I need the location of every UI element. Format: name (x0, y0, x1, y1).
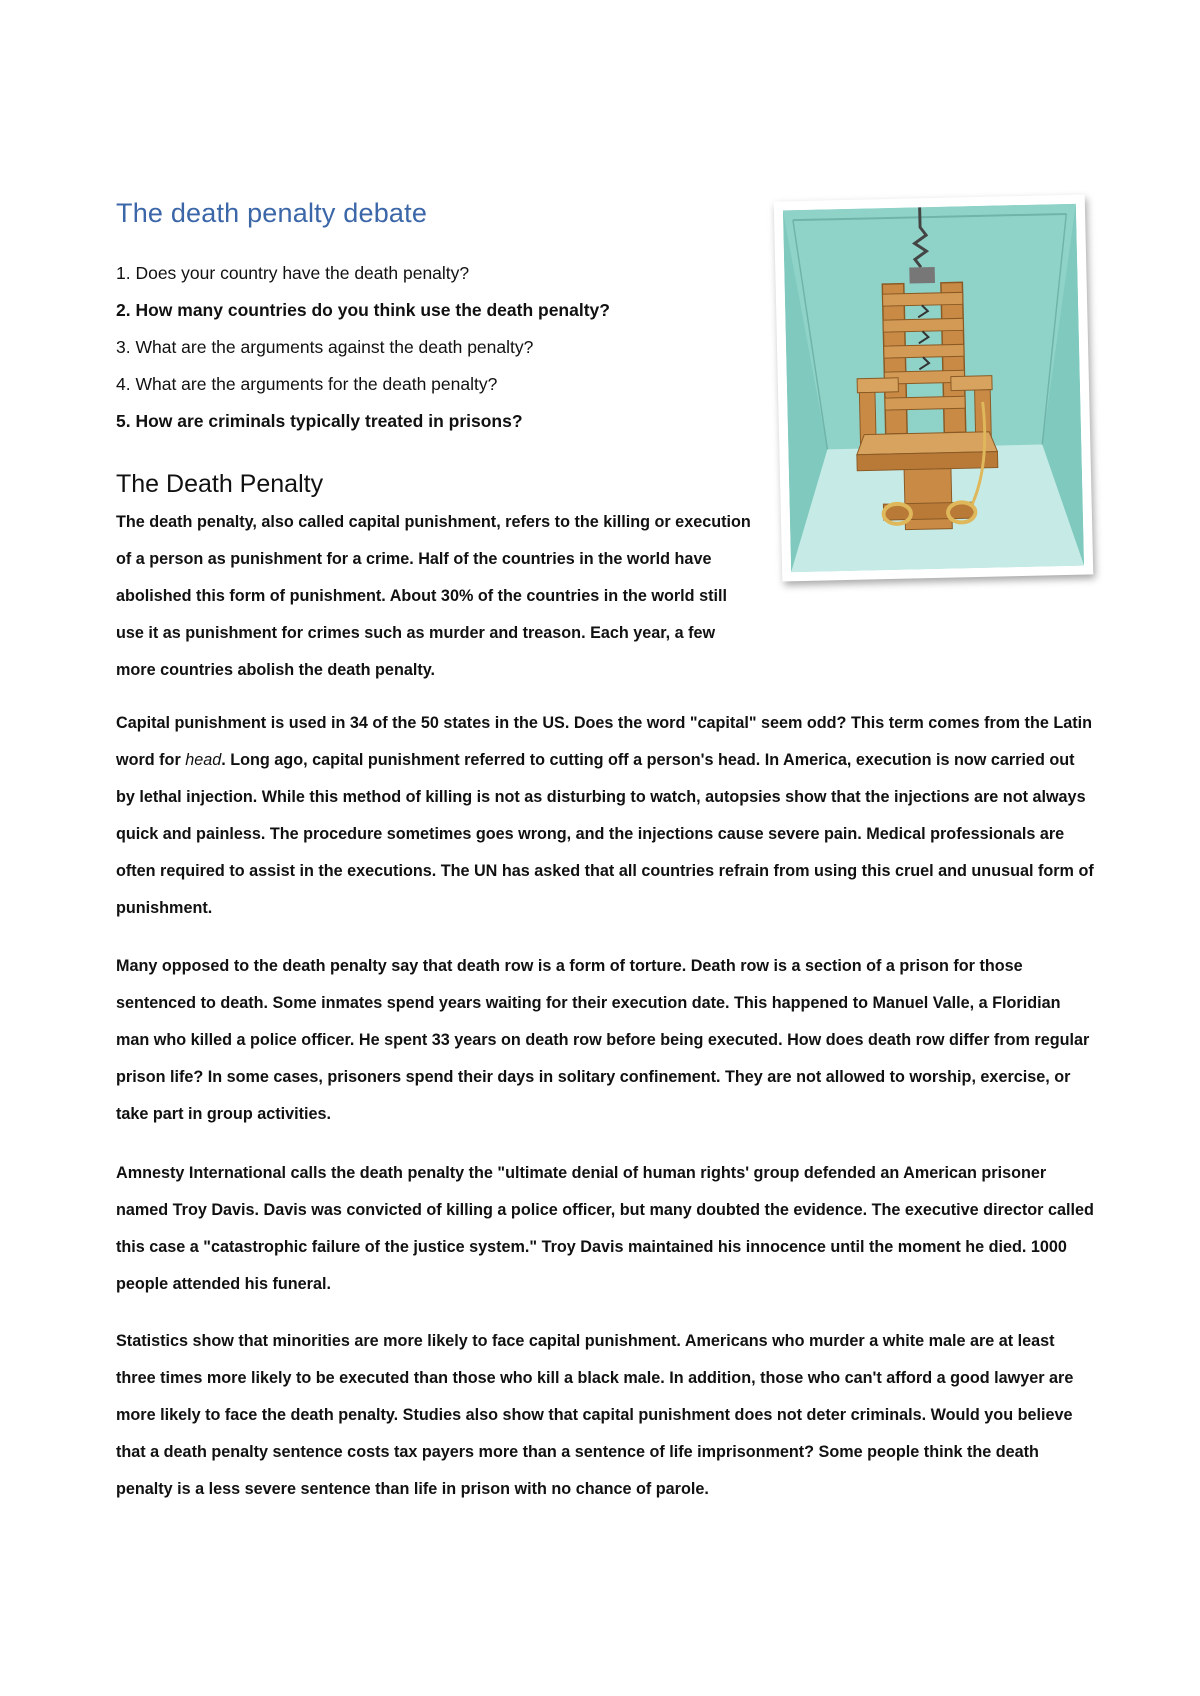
question-4: 4. What are the arguments for the death penalty? (116, 374, 498, 394)
discussion-questions (116, 260, 756, 445)
paragraph-5: Statistics show that minorities are more likely to face capital punishment. Americans who murder a white male are at least three times more likely to be executed than those who kill a black male. In addition, those who can't afford a good lawyer are more likely to face the death penalty. Studies also show that capital punishment does not deter criminals. Would you believe that a death penalty sentence costs tax payers more than a sentence of life imprisonment? Some people think the death penalty is a less severe sentence than life in prison with no chance of parole. (116, 1332, 1074, 1498)
electric-chair-illustration (774, 195, 1094, 582)
paragraph-2-text-b: . Long ago, capital punishment referred to cutting off a person's head. In America, execution is now carried out by lethal injection. While this method of killing is not as disturbing to watch, autopsies show that the injections are not always quick and painless. The procedure sometimes goes wrong, and the injections cause severe pain. Medical professionals are often required to assist in the executions. The UN has asked that all countries refrain from using this cruel and unusual form of punishment. (116, 751, 1094, 917)
question-3: 3. What are the arguments against the death penalty? (116, 337, 534, 357)
paragraph-3: Many opposed to the death penalty say that death row is a form of torture. Death row is a section of a prison for those sentenced to death. Some inmates spend years waiting for their execution date. This happened to Manuel Valle, a Floridian man who killed a police officer. He spent 33 years on death row before being executed. How does death row differ from regular prison life? In some cases, prisoners spend their days in solitary confinement. They are not allowed to worship, exercise, or take part in group activities. (116, 957, 1090, 1123)
paragraph-2 (116, 705, 1096, 927)
paragraph-1: The death penalty, also called capital punishment, refers to the killing or execution of a person as punishment for a crime. Half of the countries in the world have abolished this form of punishment. About 30% of the countries in the world still use it as punishment for crimes such as murder and treason. Each year, a few more countries abolish the death penalty. (116, 513, 751, 679)
section-heading: The Death Penalty (116, 470, 324, 498)
question-1: 1. Does your country have the death penalty? (116, 263, 470, 283)
page-title: The death penalty debate (116, 198, 428, 228)
electric-chair-icon (783, 204, 1084, 573)
question-5: 5. How are criminals typically treated in prisons? (116, 411, 523, 431)
question-2: 2. How many countries do you think use the death penalty? (116, 300, 610, 320)
paragraph-4: Amnesty International calls the death penalty the "ultimate denial of human rights' group defended an American prisoner named Troy Davis. Davis was convicted of killing a police officer, but many doubted the evidence. The executive director called this case a "catastrophic failure of the justice system." Troy Davis maintained his innocence until the moment he died. 1000 people attended his funeral. (116, 1164, 1094, 1293)
paragraph-2-italic: head (185, 751, 222, 769)
paragraph-2-text-a: Capital punishment is used in 34 of the 50 states in the US. Does the word "capital" seem odd? This term comes from the Latin word for (116, 714, 1093, 769)
